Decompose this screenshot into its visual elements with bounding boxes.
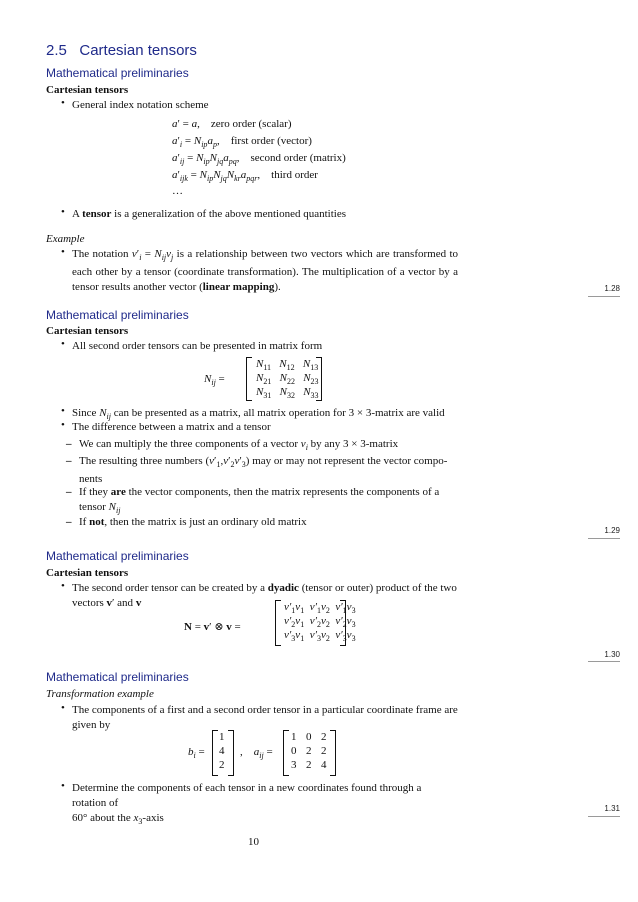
matrix-row-3: $v'_3v_1$ $v'_3v_2$ $v'_3v_3$ (284, 629, 356, 644)
matrix-a-entry: 2 (306, 745, 312, 757)
section-title-text: Cartesian tensors (79, 42, 197, 59)
section-title (46, 42, 197, 59)
bullet-marker: • (61, 405, 65, 417)
sub-bullet-marker: – (66, 438, 72, 450)
bullet-marker: • (61, 206, 65, 218)
slide-divider (588, 296, 620, 297)
slide-heading: Mathematical preliminaries (46, 66, 189, 80)
sub-bullet-marker: – (66, 516, 72, 528)
slide-heading: Mathematical preliminaries (46, 670, 189, 684)
matrix-a-entry: 4 (321, 759, 327, 771)
bullet-marker: • (61, 580, 65, 592)
sub-bullet-text: The resulting three numbers $(v'_1,v'_2v'_3)$ may or may not represent the vector compo- nents (79, 455, 448, 486)
vector-b-entry: 1 (219, 731, 225, 743)
slide-subheading: Cartesian tensors (46, 567, 129, 579)
sub-bullet-marker: – (66, 486, 72, 498)
matrix-a-entry: 1 (291, 731, 297, 743)
equation-zero-order: a′ = a, zero order (scalar) (172, 118, 292, 130)
slide-divider (588, 816, 620, 817)
vector-b-entry: 4 (219, 745, 225, 757)
matrix-a-entry: 3 (291, 759, 297, 771)
matrix-a-entry: 2 (321, 745, 327, 757)
slide-subheading: Transformation example (46, 688, 154, 700)
bullet-marker: • (61, 419, 65, 431)
example-paragraph: The notation $v'_i = N_{ij}v_j$ is a relationship between two vectors which are transformed to each other by a tensor (coordinate transformation). The multiplication of a vector by a tensor results another vector (linear mapping). (72, 248, 459, 294)
slide-heading: Mathematical preliminaries (46, 549, 189, 563)
bullet-text: All second order tensors can be presented in matrix form (72, 340, 323, 352)
matrix-bracket-right (330, 730, 336, 776)
slide-divider (588, 538, 620, 539)
bullet-marker: • (61, 702, 65, 714)
page-number: 10 (248, 836, 259, 848)
bullet-text: Determine the components of each tensor in a new coordinates found through a rotation of 60° about the $x_3$-axis (72, 782, 422, 827)
bullet-marker: • (61, 338, 65, 350)
slide-number: 1.30 (604, 650, 620, 659)
bullet-text: The components of a first and a second order tensor in a particular coordinate frame are given by (72, 704, 458, 731)
equation-first-order: $a'_i = N_{ip}a_p$, first order (vector) (172, 135, 312, 150)
matrix-row-2: $N_{21}$ $N_{22}$ $N_{23}$ (256, 372, 319, 387)
slide-heading: Mathematical preliminaries (46, 308, 189, 322)
matrix-lhs: $N_{ij}$ = (204, 373, 225, 388)
equation-third-order: $a'_{ijk} = N_{ip}N_{jq}N_{kr}a_{pqr}$, third order (172, 169, 318, 184)
matrix-bracket-left (283, 730, 289, 776)
slide-number: 1.31 (604, 804, 620, 813)
matrix-row-2: $v'_2v_1$ $v'_2v_2$ $v'_2v_3$ (284, 615, 356, 630)
sub-bullet-text: We can multiply the three components of a vector $v_i$ by any 3 × 3-matrix (79, 438, 399, 453)
equation-ellipsis: … (172, 185, 183, 197)
matrix-a-entry: 0 (291, 745, 297, 757)
bullet-text: A tensor is a generalization of the above mentioned quantities (72, 208, 347, 220)
matrix-a-entry: 0 (306, 731, 312, 743)
slide-subheading: Cartesian tensors (46, 84, 129, 96)
vector-b-lhs: $b_i$ = (188, 746, 205, 761)
matrix-bracket-left (246, 357, 252, 401)
example-label: Example (46, 233, 85, 245)
slide-number: 1.28 (604, 284, 620, 293)
slide-subheading: Cartesian tensors (46, 325, 129, 337)
bullet-text: General index notation scheme (72, 99, 209, 111)
slide-number: 1.29 (604, 526, 620, 535)
dyadic-equation-lhs: N = v′ ⊗ v = (184, 621, 241, 633)
matrix-a-lhs: , $a_{ij}$ = (240, 746, 273, 761)
equation-second-order: $a'_{ij} = N_{ip}N_{jq}a_{pq}$, second order (matrix) (172, 152, 346, 167)
section-number: 2.5 (46, 42, 67, 59)
matrix-row-1: $N_{11}$ $N_{12}$ $N_{13}$ (256, 358, 319, 373)
vector-b-entry: 2 (219, 759, 225, 771)
sub-bullet-text: If they are the vector components, then the matrix represents the components of a tensor $N_{ij}$ (79, 486, 440, 516)
matrix-row-1: $v'_1v_1$ $v'_1v_2$ $v'_1v_3$ (284, 601, 356, 616)
sub-bullet-marker: – (66, 455, 72, 467)
sub-bullet-text: If not, then the matrix is just an ordinary old matrix (79, 516, 307, 528)
bullet-text: The second order tensor can be created by a dyadic (tensor or outer) product of the two vectors v′ and v (72, 582, 457, 609)
matrix-a-entry: 2 (306, 759, 312, 771)
slide-divider (588, 661, 620, 662)
vector-bracket-left (212, 730, 218, 776)
bullet-marker: • (61, 97, 65, 109)
matrix-row-3: $N_{31}$ $N_{32}$ $N_{33}$ (256, 386, 319, 401)
matrix-bracket-left (275, 600, 281, 646)
vector-bracket-right (228, 730, 234, 776)
matrix-a-entry: 2 (321, 731, 327, 743)
bullet-marker: • (61, 246, 65, 258)
bullet-text: Since $N_{ij}$ can be presented as a matrix, all matrix operation for 3 × 3-matrix are valid (72, 407, 445, 422)
bullet-marker: • (61, 780, 65, 792)
bullet-text: The difference between a matrix and a tensor (72, 421, 271, 433)
